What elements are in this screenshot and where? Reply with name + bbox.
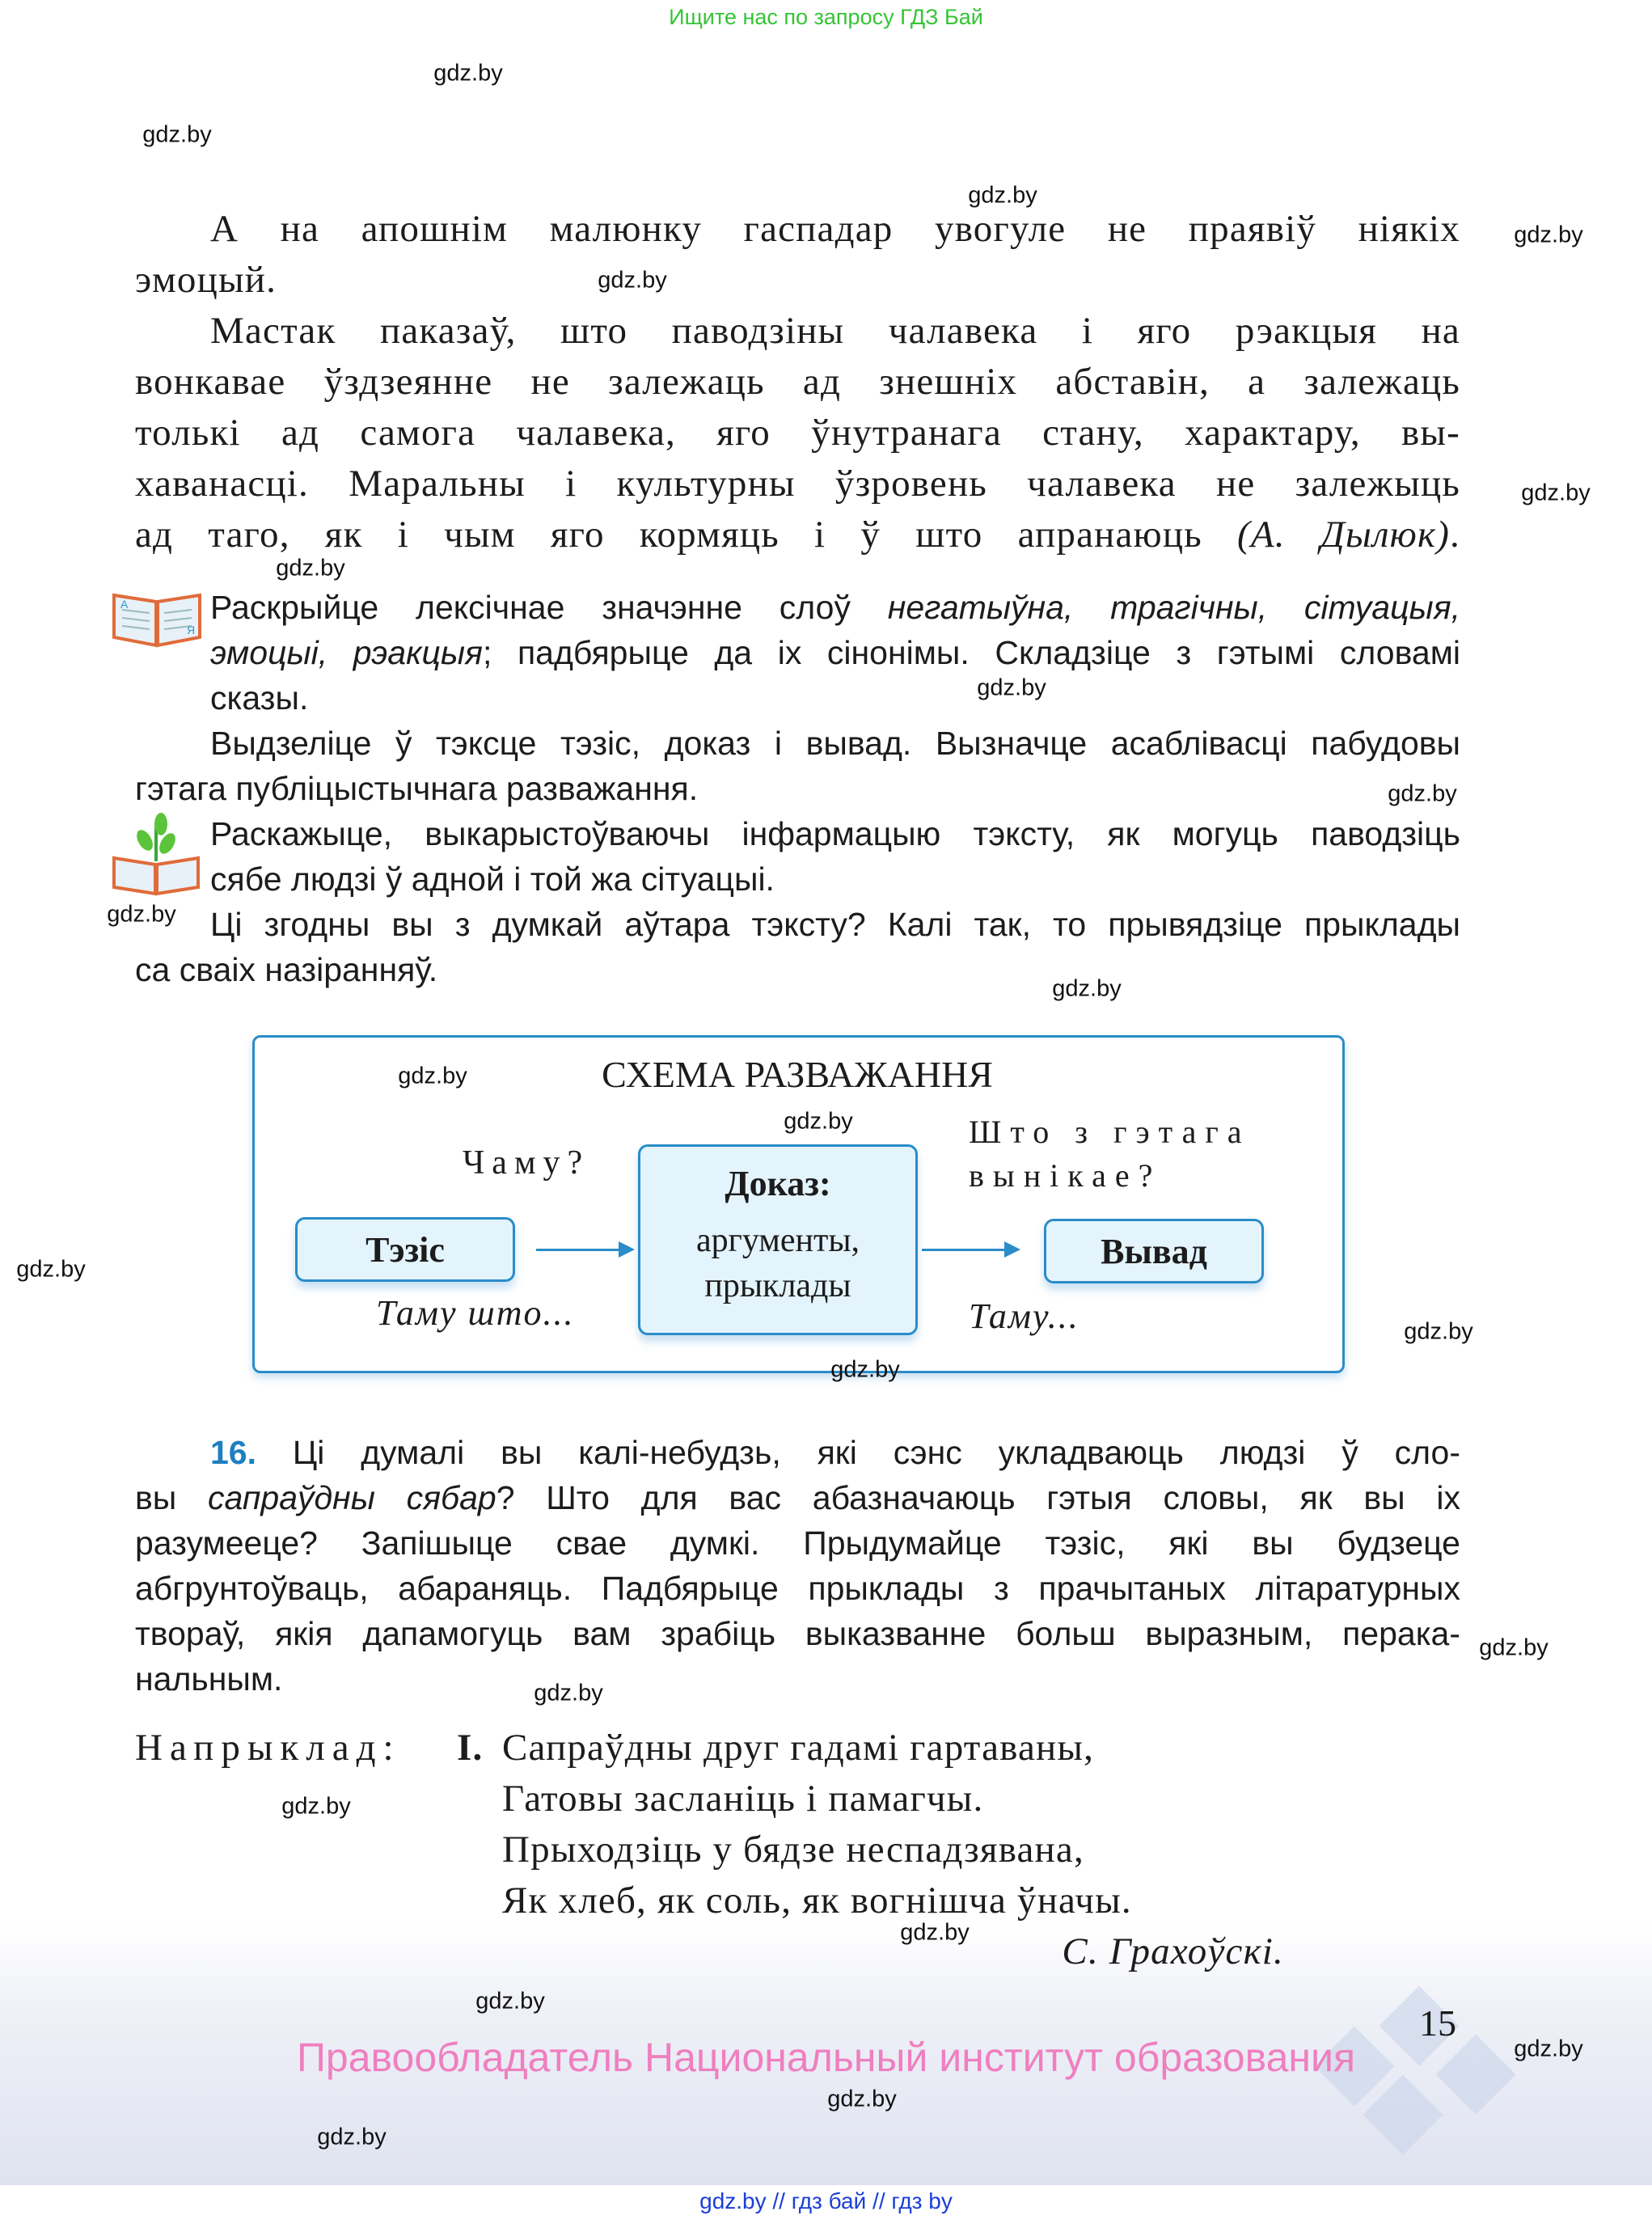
- paragraph-line: вонкавае ўздзеянне не залежаць ад знешніх абставін, а залежаць: [135, 361, 1460, 403]
- poem-line: Прыходзіць у бядзе неспадзявана,: [502, 1829, 1084, 1871]
- task-line: [210, 630, 1460, 675]
- watermark: gdz.by: [900, 1919, 970, 1946]
- watermark: gdz.by: [16, 1256, 86, 1283]
- task-line: сябе людзі ў адной і той жа сітуацыі.: [210, 860, 775, 898]
- dictionary-book-icon: [111, 584, 203, 649]
- conclusion-node: [1044, 1219, 1264, 1283]
- text-segment: Раскрыйце лексічнае значэнне слоў: [210, 589, 888, 626]
- arrow-right-icon: [922, 1249, 1017, 1251]
- watermark: gdz.by: [317, 2124, 387, 2150]
- watermark: gdz.by: [1052, 975, 1122, 1002]
- poem-line: Сапраўдны друг гадамі гартаваны,: [502, 1727, 1095, 1769]
- task-line: Раскажыце, выкарыстоўваючы інфармацыю тэксту, як могуць паводзіць: [210, 815, 1460, 852]
- task16-line: [210, 1430, 1460, 1475]
- watermark: gdz.by: [1521, 480, 1591, 506]
- watermark: gdz.by: [830, 1356, 900, 1383]
- because-label: Таму што...: [376, 1293, 575, 1333]
- watermark: gdz.by: [398, 1063, 467, 1089]
- why-label: Чаму?: [463, 1144, 590, 1182]
- italic-words: эмоцыі, рэакцыя: [210, 634, 483, 671]
- text-segment: .: [1450, 514, 1460, 556]
- search-note: Ищите нас по запросу ГДЗ Бай: [669, 5, 983, 29]
- watermark: gdz.by: [977, 674, 1046, 701]
- watermark: gdz.by: [142, 121, 212, 148]
- watermark: gdz.by: [1404, 1318, 1473, 1345]
- task16-line: абгрунтоўваць, абараняць. Падбярыце прыклады з прачытаных літаратурных: [135, 1570, 1460, 1607]
- watermark: gdz.by: [1514, 222, 1583, 248]
- text-segment: ; падбярыце да іх сінонімы. Складзіце з гэтымі словамі: [482, 634, 1460, 671]
- plant-book-icon: [111, 813, 201, 897]
- watermark: gdz.by: [827, 2086, 897, 2112]
- what-follows-label: вынікае?: [969, 1157, 1162, 1194]
- watermark: gdz.by: [534, 1680, 603, 1706]
- watermark: gdz.by: [1388, 780, 1457, 807]
- example-label: Напрыклад:: [135, 1727, 401, 1769]
- text-segment: вы: [135, 1479, 208, 1516]
- paragraph-line: толькі ад самога чалавека, яго ўнутранага стану, характару, вы-: [135, 412, 1460, 454]
- svg-text:А: А: [120, 598, 129, 611]
- watermark: gdz.by: [1479, 1634, 1548, 1661]
- task-line: Выдзеліце ў тэксце тэзіс, доказ і вывад. Вызначце асаблівасці пабудовы: [210, 725, 1460, 762]
- task-line: гэтага публіцыстычнага разважання.: [135, 770, 699, 807]
- proof-node: [638, 1144, 918, 1335]
- watermark: gdz.by: [433, 60, 503, 87]
- task-line: Ці згодны вы з думкай аўтара тэксту? Калі так, то прывядзіце прыклады: [210, 906, 1460, 943]
- paragraph-line: А на апошнім малюнку гаспадар увогуле не праявіў ніякіх: [210, 208, 1460, 250]
- svg-text:Я: Я: [187, 624, 196, 636]
- paragraph-line: эмоцый.: [135, 259, 277, 301]
- text-segment: Ці думалі вы калі-небудзь, які сэнс укладваюць людзі ў сло-: [256, 1434, 1460, 1471]
- what-follows-label: Што з гэтага: [969, 1114, 1251, 1150]
- task16-line: нальным.: [135, 1660, 283, 1698]
- thesis-node: [295, 1217, 515, 1282]
- proof-label: Доказ:: [725, 1164, 831, 1203]
- copyright-notice: Правообладатель Национальный институт образования: [296, 2035, 1356, 2080]
- decor-diamond: [1363, 2075, 1443, 2155]
- italic-words: сапраўдны сябар: [207, 1479, 496, 1516]
- poem-author: С. Грахоўскі.: [1062, 1930, 1284, 1972]
- paragraph-line: [135, 509, 1460, 560]
- poem-line: Гатовы засланіць і памагчы.: [502, 1778, 984, 1820]
- poem-line: Як хлеб, як соль, як вогнішча ўначы.: [502, 1879, 1132, 1922]
- therefore-label: Таму...: [969, 1296, 1080, 1336]
- task-line: са сваіх назіранняў.: [135, 951, 438, 988]
- conclusion-label: Вывад: [1101, 1232, 1207, 1271]
- italic-words: негатыўна, трагічны, сітуацыя,: [887, 589, 1461, 626]
- proof-examples: прыклады: [704, 1267, 851, 1304]
- watermark: gdz.by: [784, 1108, 853, 1135]
- watermark: gdz.by: [276, 555, 345, 581]
- task-line: сказы.: [210, 679, 309, 717]
- example-numeral: І.: [457, 1727, 484, 1769]
- watermark: gdz.by: [598, 267, 667, 294]
- site-links[interactable]: gdz.by // гдз бай // гдз by: [699, 2188, 953, 2213]
- task-line: [210, 585, 1460, 630]
- page-number: 15: [1419, 2002, 1456, 2044]
- paragraph-line: Мастак паказаў, што паводзіны чалавека і яго рэакцыя на: [210, 310, 1460, 352]
- watermark: gdz.by: [281, 1793, 351, 1820]
- author-citation: (А. Дылюк): [1237, 514, 1451, 556]
- schema-title: СХЕМА РАЗВАЖАННЯ: [602, 1054, 993, 1095]
- arrow-right-icon: [536, 1249, 632, 1251]
- watermark: gdz.by: [475, 1988, 545, 2015]
- paragraph-line: хаванасці. Маральны і культурны ўзровень чалавека не залежыць: [135, 463, 1460, 505]
- task16-line: [135, 1475, 1460, 1520]
- task-number: 16.: [210, 1434, 256, 1471]
- watermark: gdz.by: [1514, 2036, 1583, 2062]
- thesis-label: Тэзіс: [365, 1230, 445, 1270]
- text-segment: ад таго, як і чым яго кормяць і ў што апранаюць: [135, 514, 1237, 556]
- watermark: gdz.by: [968, 182, 1037, 209]
- proof-arguments: аргументы,: [695, 1222, 860, 1259]
- watermark: gdz.by: [107, 901, 176, 928]
- text-segment: ? Што для вас абазначаюць гэтыя словы, як вы іх: [496, 1479, 1460, 1516]
- task16-line: разумееце? Запішыце свае думкі. Прыдумайце тэзіс, які вы будзеце: [135, 1524, 1460, 1562]
- task16-line: твораў, якія дапамогуць вам зрабіць выказванне больш выразным, перака-: [135, 1615, 1460, 1652]
